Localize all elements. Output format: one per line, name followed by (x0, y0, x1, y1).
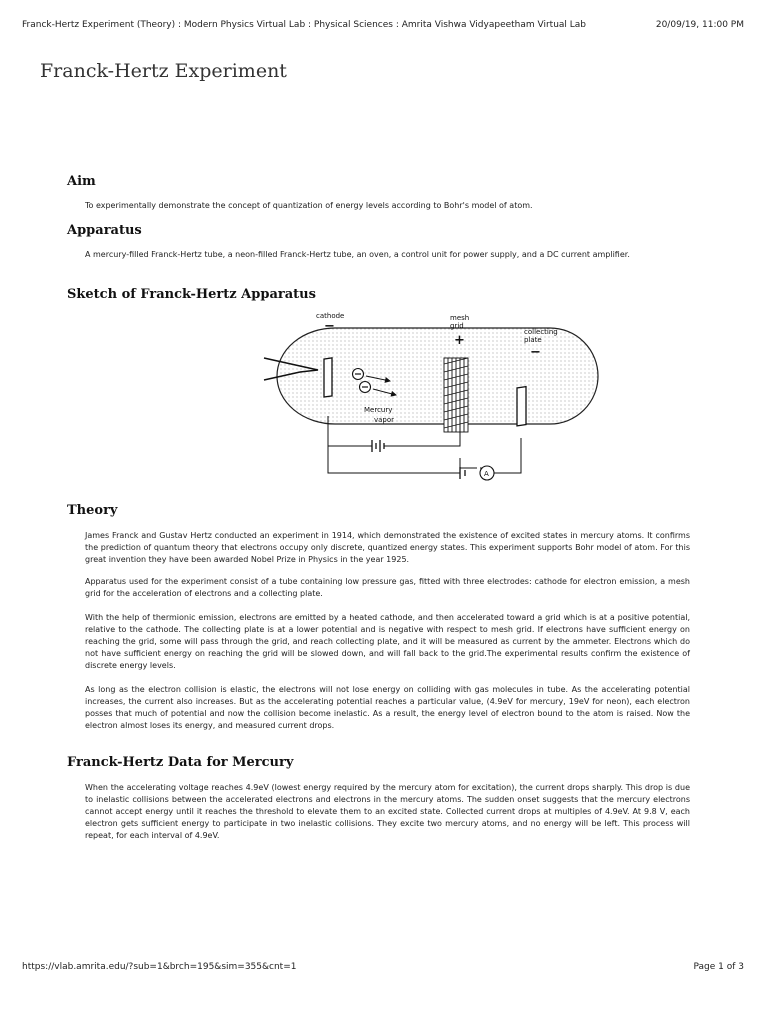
franck-hertz-apparatus-diagram (260, 308, 600, 486)
print-header-datetime: 20/09/19, 11:00 PM (655, 20, 744, 30)
sketch-heading: Sketch of Franck-Hertz Apparatus (67, 287, 316, 302)
page-title: Franck-Hertz Experiment (40, 60, 287, 82)
apparatus-text: A mercury-filled Franck-Hertz tube, a neon-filled Franck-Hertz tube, an oven, a control unit for power supply, and a DC current amplifier. (85, 250, 630, 259)
cathode-minus-sign: − (324, 319, 335, 334)
cathode-label: cathode (316, 312, 345, 320)
apparatus-heading: Apparatus (67, 223, 142, 238)
theory-heading: Theory (67, 503, 118, 518)
mercury-data-heading: Franck-Hertz Data for Mercury (67, 755, 294, 770)
ammeter (480, 466, 494, 480)
aim-text: To experimentally demonstrate the concept of quantization of energy levels according to Bohr's model of atom. (85, 201, 533, 210)
plate-minus-sign: − (530, 345, 541, 360)
print-footer-url: https://vlab.amrita.edu/?sub=1&brch=195&sim=355&cnt=1 (22, 962, 297, 972)
collecting-plate (517, 387, 526, 426)
grid-supply-symbol (460, 467, 465, 479)
battery-symbol (372, 440, 384, 452)
theory-paragraph-3: With the help of thermionic emission, electrons are emitted by a heated cathode, and then accelerated toward a grid which is at a positive potential, relative to the cathode. The collecting plate is at a lower potential and is negative with respect to mesh grid. If electrons have sufficient energy on reaching the grid, some will pass through the grid, and reach collecting plate, and it will be measured as current by the ammeter. Electrons which do not have sufficient energy on reaching the grid will be slowed down, and will fall back to the grid.The experimental results confirm the existence of discrete energy levels. (85, 613, 690, 670)
mesh-label-2: grid (450, 322, 464, 330)
plate-label-2: plate (524, 336, 542, 344)
mercury-data-text: When the accelerating voltage reaches 4.9eV (lowest energy required by the mercury atom for excitation), the current drops sharply. This drop is due to inelastic collisions between the accelerated electrons and electrons in the mercury atoms. The sudden onset suggests that the mercury electrons cannot accept energy until it reaches the threshold to elevate them to an excited state. Collected current drops at multiples of 4.9eV. At 9.8 V, each electron gets sufficient energy to participate in two inelastic collisions. They excite two mercury atoms, and no energy will be left. This process will repeat, for each interval of 4.9eV. (85, 783, 690, 840)
ammeter-label: A (484, 470, 489, 478)
print-footer-page: Page 1 of 3 (693, 962, 744, 972)
print-header-title: Franck-Hertz Experiment (Theory) : Modern Physics Virtual Lab : Physical Sciences : Amrita Vishwa Vidyapeetham Virtual Lab (22, 20, 587, 30)
theory-paragraph-1: James Franck and Gustav Hertz conducted an experiment in 1914, which demonstrated the existence of excited states in mercury atoms. It confirms the prediction of quantum theory that electrons occupy only discrete, quantized energy states. This experiment supports Bohr model of atom. For this great invention they have been awarded Nobel Prize in Physics in the year 1925. (85, 531, 690, 564)
vapor-label-2: vapor (374, 416, 395, 424)
theory-paragraph-4: As long as the electron collision is elastic, the electrons will not lose energy on colliding with gas molecules in tube. As the accelerating potential increases, the current also increases. But as the accelerating potential reaches a particular value, (4.9eV for mercury, 19eV for neon), each electron posses that much of potential and now the collision become inelastic. As a result, the energy level of electron bound to the atom is raised. Now the electron almost loses its energy, and measured current drops. (85, 685, 690, 730)
vapor-label-1: Mercury (364, 406, 393, 414)
theory-paragraph-2: Apparatus used for the experiment consist of a tube containing low pressure gas, fitted with three electrodes: cathode for electron emission, a mesh grid for the acceleration of electrons and a collecting plate. (85, 577, 690, 598)
cathode-plate (324, 358, 332, 397)
mesh-plus-sign: + (454, 333, 465, 348)
aim-heading: Aim (67, 174, 96, 189)
mesh-grid (444, 358, 468, 432)
mesh-label-1: mesh (450, 314, 470, 322)
plate-label-1: collecting (524, 328, 558, 336)
